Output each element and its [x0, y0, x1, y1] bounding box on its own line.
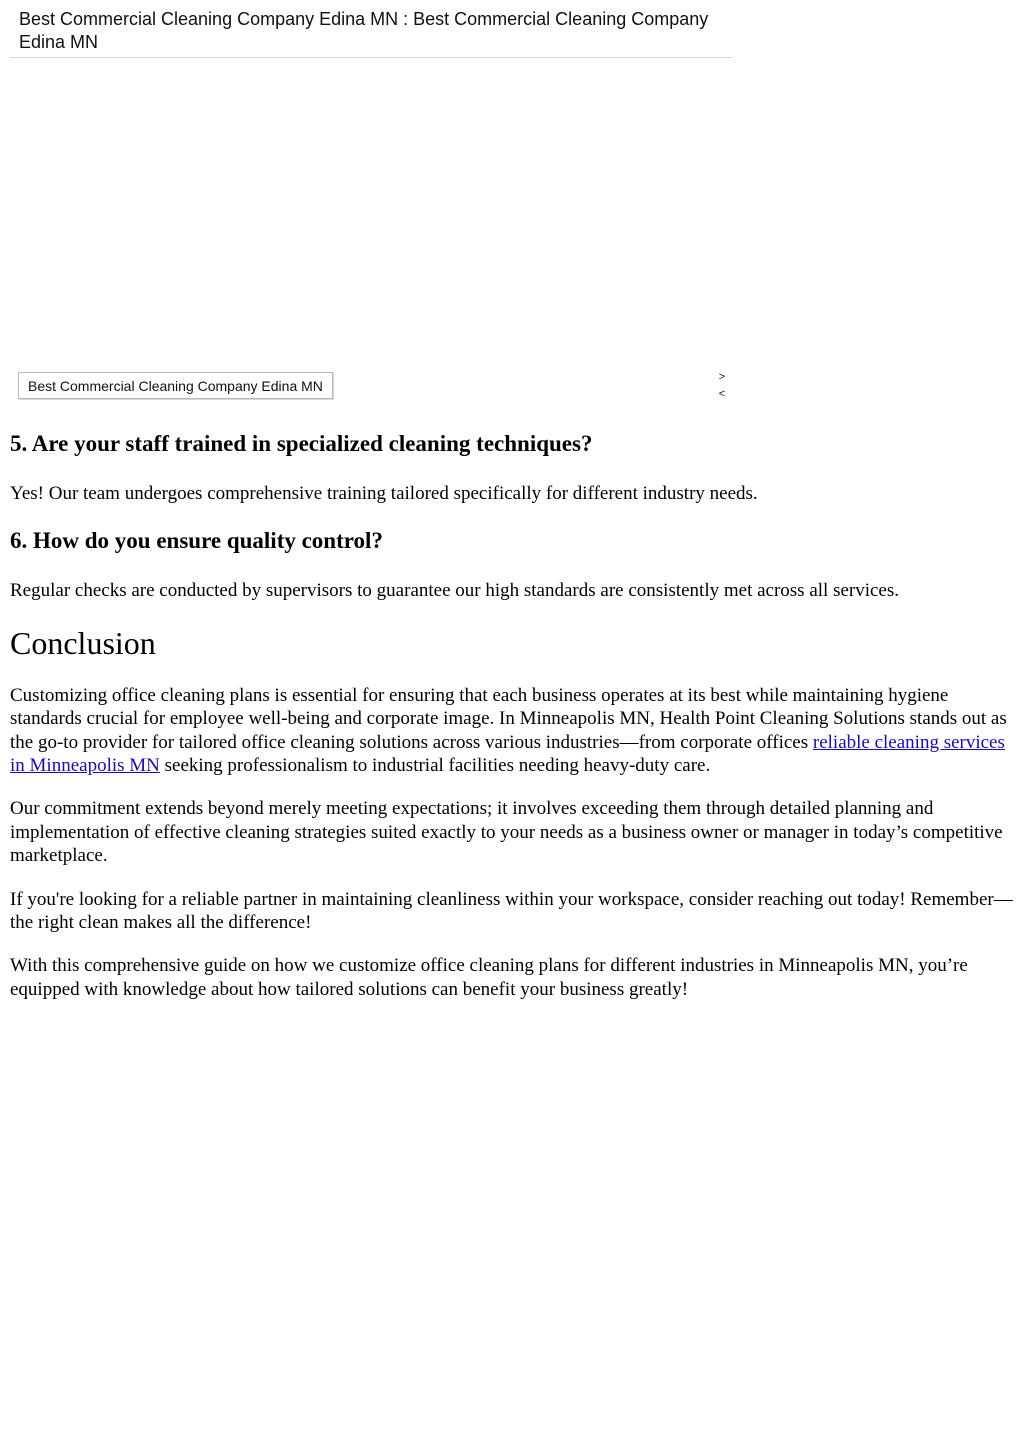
embed-title[interactable]: Best Commercial Cleaning Company Edina MN : Best Commercial Cleaning Company Edina MN: [19, 9, 709, 52]
conclusion-heading: Conclusion: [10, 624, 156, 661]
conclusion-paragraph-2: Our commitment extends beyond merely meeting expectations; it involves exceeding them through detailed planning and implementation of effective cleaning strategies suited exactly to your needs as a business owner or manager in today’s competitive marketplace.: [10, 798, 1003, 867]
faq-question-5: 5. Are your staff trained in specialized cleaning techniques?: [10, 431, 593, 456]
previous-slide-button[interactable]: <: [718, 388, 726, 400]
minneapolis-cleaning-services-link[interactable]: reliable cleaning services in Minneapolis MN: [10, 731, 1005, 777]
faq-answer-6: Regular checks are conducted by supervisors to guarantee our high standards are consistently met across all services.: [10, 580, 900, 602]
next-slide-button[interactable]: >: [718, 371, 726, 383]
faq-question-6: 6. How do you ensure quality control?: [10, 528, 383, 554]
faq-answer-5: Yes! Our team undergoes comprehensive training tailored specifically for different industry needs.: [10, 483, 758, 504]
embed-header: [10, 0, 732, 58]
conclusion-text-after-link: seeking professionalism to industrial facilities needing heavy-duty care.: [159, 755, 711, 777]
article-body: [10, 428, 1016, 1021]
slide-caption[interactable]: Best Commercial Cleaning Company Edina MN: [18, 372, 333, 399]
conclusion-text-before-link: Customizing office cleaning plans is essential for ensuring that each business operates at its best while maintaining hygiene standards crucial for employee well-being and corporate image. In Minneapolis MN, Health Point Cleaning Solutions stands out as the go-to provider for tailored office cleaning solutions across various industries—from corporate offices: [10, 684, 1007, 753]
conclusion-paragraph-4: With this comprehensive guide on how we customize office cleaning plans for different industries in Minneapolis MN, you’re equipped with knowledge about how tailored solutions can benefit your business greatly!: [10, 955, 968, 1000]
embedded-slideshow: [10, 59, 732, 404]
conclusion-paragraph-1: [10, 684, 1016, 778]
conclusion-paragraph-3: If you're looking for a reliable partner in maintaining cleanliness within your workspace, consider reaching out today! Remember—the right clean makes all the difference!: [10, 888, 1013, 934]
